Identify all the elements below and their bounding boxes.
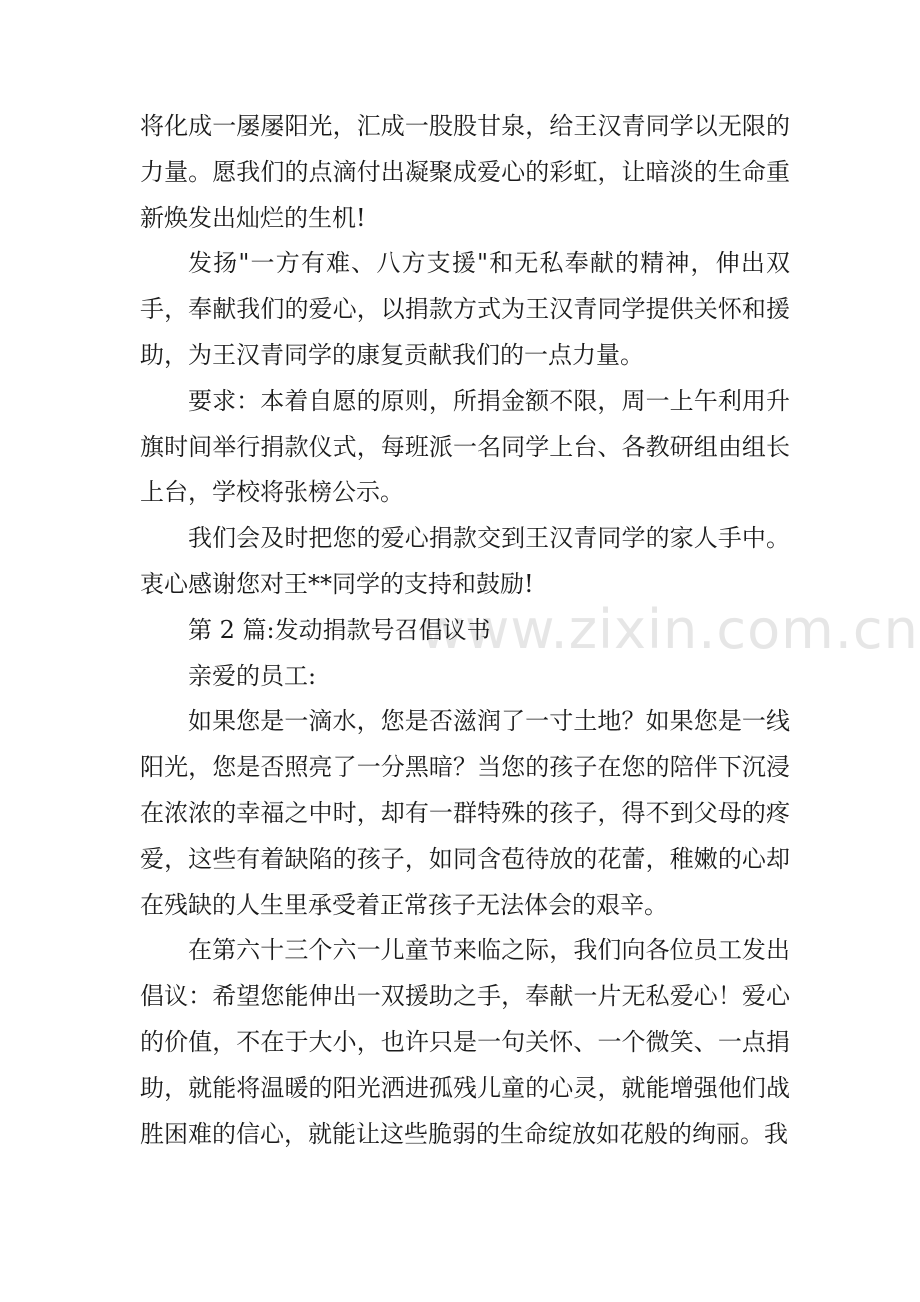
paragraph-requirements: 要求：本着自愿的原则，所捐金额不限，周一上午利用升旗时间举行捐款仪式，每班派一名同学上台、各教研组由组长上台，学校将张榜公示。 [140, 386, 790, 507]
salutation: 亲爱的员工: [188, 661, 317, 690]
paragraph-thanks: 我们会及时把您的爱心捐款交到王汉青同学的家人手中。衷心感谢您对王**同学的支持和鼓励! [140, 524, 790, 598]
document-body [140, 104, 790, 1157]
section-heading: 第 2 篇:发动捐款号召倡议书 [188, 615, 491, 644]
paragraph-appeal: 发扬"一方有难、八方支援"和无私奉献的精神，伸出双手，奉献我们的爱心，以捐款方式为王汉青同学提供关怀和援助，为王汉青同学的康复贡献我们的一点力量。 [140, 249, 790, 369]
watermark: www.zixin.com.cn [420, 598, 919, 661]
paragraph-proposal: 在第六十三个六一儿童节来临之际，我们向各位员工发出倡议：希望您能伸出一双援助之手，奉献一片无私爱心！爱心的价值，不在于大小，也许只是一句关怀、一个微笑、一点捐助，就能将温暖的阳光洒进孤残儿童的心灵，就能增强他们战胜困难的信心，就能让这些脆弱的生命绽放如花般的绚丽。我 [140, 936, 790, 1148]
paragraph-continuation: 将化成一屡屡阳光，汇成一股股甘泉，给王汉青同学以无限的力量。愿我们的点滴付出凝聚成爱心的彩虹，让暗淡的生命重新焕发出灿烂的生机! [140, 112, 790, 232]
paragraph-intro: 如果您是一滴水，您是否滋润了一寸土地？如果您是一线阳光，您是否照亮了一分黑暗？当您的孩子在您的陪伴下沉浸在浓浓的幸福之中时，却有一群特殊的孩子，得不到父母的疼爱，这些有着缺陷的孩子，如同含苞待放的花蕾，稚嫩的心却在残缺的人生里承受着正常孩子无法体会的艰辛。 [140, 707, 790, 919]
